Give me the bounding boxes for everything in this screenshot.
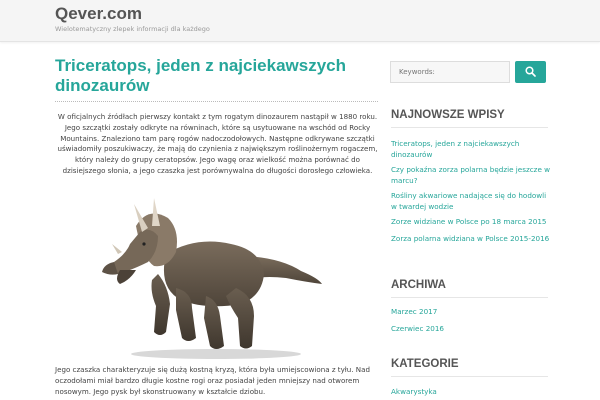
categories-divider xyxy=(391,376,548,377)
site-title[interactable]: Qever.com xyxy=(55,4,142,23)
recent-post-link[interactable]: Zorze widziane w Polsce po 18 marca 2015 xyxy=(391,217,547,226)
triceratops-image xyxy=(96,196,324,361)
recent-post-link[interactable]: Triceratops, jeden z najciekawszych dinozaurów xyxy=(391,139,520,159)
recent-post-link[interactable]: Rośliny akwariowe nadające się do hodowli w twardej wodzie xyxy=(391,191,547,211)
archives-divider xyxy=(391,297,548,298)
archives-title: ARCHIWA xyxy=(391,279,446,291)
recent-posts-divider xyxy=(391,127,548,128)
search-button[interactable] xyxy=(515,61,546,83)
site-tagline: Wielotematyczny zlepek informacji dla każdego xyxy=(55,25,210,33)
post-paragraph-2: Jego czaszka charakteryzuje się dużą kostną kryzą, która była umiejscowiona z tyłu. Nad oczodołami miał bardzo długie kostne rogi oraz posiadał jeden mniejszy nad otworem nosowym. Jego pysk był skonstruowany w kształcie dziobu. xyxy=(55,365,370,396)
search-input[interactable] xyxy=(390,61,510,83)
title-divider xyxy=(55,101,378,102)
site-header xyxy=(0,0,600,42)
search-icon xyxy=(525,66,536,77)
recent-post-link[interactable]: Zorza polarna widziana w Polsce 2015-2016 xyxy=(391,234,550,243)
category-link[interactable]: Akwarystyka xyxy=(391,387,437,396)
post-paragraph-1: W oficjalnych źródłach pierwszy kontakt z tym rogatym dinozaurem nastąpił w 1880 roku. Jego szczątki zostały odkryte na równinach, które są usytuowane na wschód od Rocky Mountains. Znaleziono tam parę rogów nadoczodołowych. Następne odkrywane szczątki uświadomiły poszukiwaczy, że mają do czynienia z największym roślinożernym rogaczem, który należy do grupy ceratopsów. Jego wagę oraz wielkość można porównać do dzisiejszego słonia, a jego czaszka jest porównywalna do długości dorosłego człowieka. xyxy=(57,112,378,175)
archive-link[interactable]: Marzec 2017 xyxy=(391,307,438,316)
categories-title: KATEGORIE xyxy=(391,358,459,370)
post-title[interactable]: Triceratops, jeden z najciekawszych dinozaurów xyxy=(55,56,347,95)
archive-link[interactable]: Czerwiec 2016 xyxy=(391,324,444,333)
recent-posts-title: NAJNOWSZE WPISY xyxy=(391,109,505,121)
recent-post-link[interactable]: Czy pokaźna zorza polarna będzie jeszcze w marcu? xyxy=(391,165,551,185)
